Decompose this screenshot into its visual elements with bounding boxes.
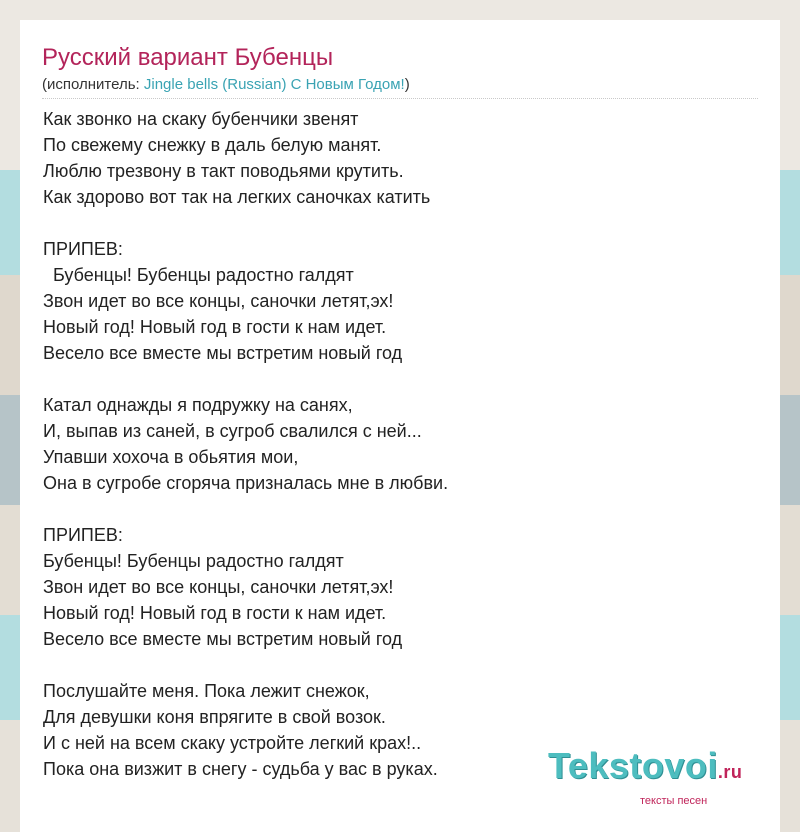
artist-link[interactable]: Jingle bells (Russian) С Новым Годом! bbox=[143, 76, 405, 93]
artist-prefix: (исполнитель: bbox=[42, 76, 144, 93]
lyric-line: Как здорово вот так на легких саночках катить bbox=[43, 187, 431, 207]
lyric-line: Новый год! Новый год в гости к нам идет. bbox=[43, 317, 387, 337]
stanza-gap bbox=[43, 366, 448, 392]
lyric-line: И, выпав из саней, в сугроб свалился с ней... bbox=[43, 421, 422, 441]
lyric-line: Упавши хохоча в обьятия мои, bbox=[43, 447, 299, 467]
lyric-line: Пока она визжит в снегу - судьба у вас в руках. bbox=[43, 759, 438, 779]
lyric-line: Послушайте меня. Пока лежит снежок, bbox=[43, 681, 370, 701]
logo-name: Tekstovoi bbox=[548, 745, 718, 786]
lyric-line: Как звонко на скаку бубенчики звенят bbox=[43, 109, 359, 129]
logo-tagline: тексты песен bbox=[640, 795, 708, 807]
lyrics-card bbox=[20, 20, 780, 832]
lyric-line: ПРИПЕВ: bbox=[43, 239, 123, 259]
lyric-line: Люблю трезвону в такт поводьями крутить. bbox=[43, 161, 404, 181]
lyrics-text bbox=[43, 106, 448, 782]
lyric-line: Катал однажды я подружку на санях, bbox=[43, 395, 353, 415]
lyric-line: И с ней на всем скаку устройте легкий крах!.. bbox=[43, 733, 422, 753]
logo-domain: .ru bbox=[717, 762, 743, 782]
lyric-line: Бубенцы! Бубенцы радостно галдят bbox=[43, 265, 354, 285]
stanza-gap bbox=[43, 496, 448, 522]
page-title: Русский вариант Бубенцы bbox=[42, 44, 334, 71]
lyric-line: Она в сугробе сгоряча призналась мне в любви. bbox=[43, 473, 449, 493]
divider bbox=[42, 98, 758, 99]
site-logo[interactable] bbox=[548, 745, 742, 787]
lyric-line: По свежему снежку в даль белую манят. bbox=[43, 135, 382, 155]
artist-line bbox=[42, 76, 410, 93]
stanza-gap bbox=[43, 210, 448, 236]
lyric-line: Бубенцы! Бубенцы радостно галдят bbox=[43, 551, 344, 571]
lyric-line: Новый год! Новый год в гости к нам идет. bbox=[43, 603, 387, 623]
lyric-line: Весело все вместе мы встретим новый год bbox=[43, 629, 403, 649]
lyric-line: Весело все вместе мы встретим новый год bbox=[43, 343, 403, 363]
lyric-line: ПРИПЕВ: bbox=[43, 525, 123, 545]
artist-suffix: ) bbox=[404, 76, 410, 93]
lyric-line: Звон идет во все концы, саночки летят,эх! bbox=[43, 291, 394, 311]
lyric-line: Для девушки коня впрягите в свой возок. bbox=[43, 707, 386, 727]
stanza-gap bbox=[43, 652, 448, 678]
lyric-line: Звон идет во все концы, саночки летят,эх! bbox=[43, 577, 394, 597]
